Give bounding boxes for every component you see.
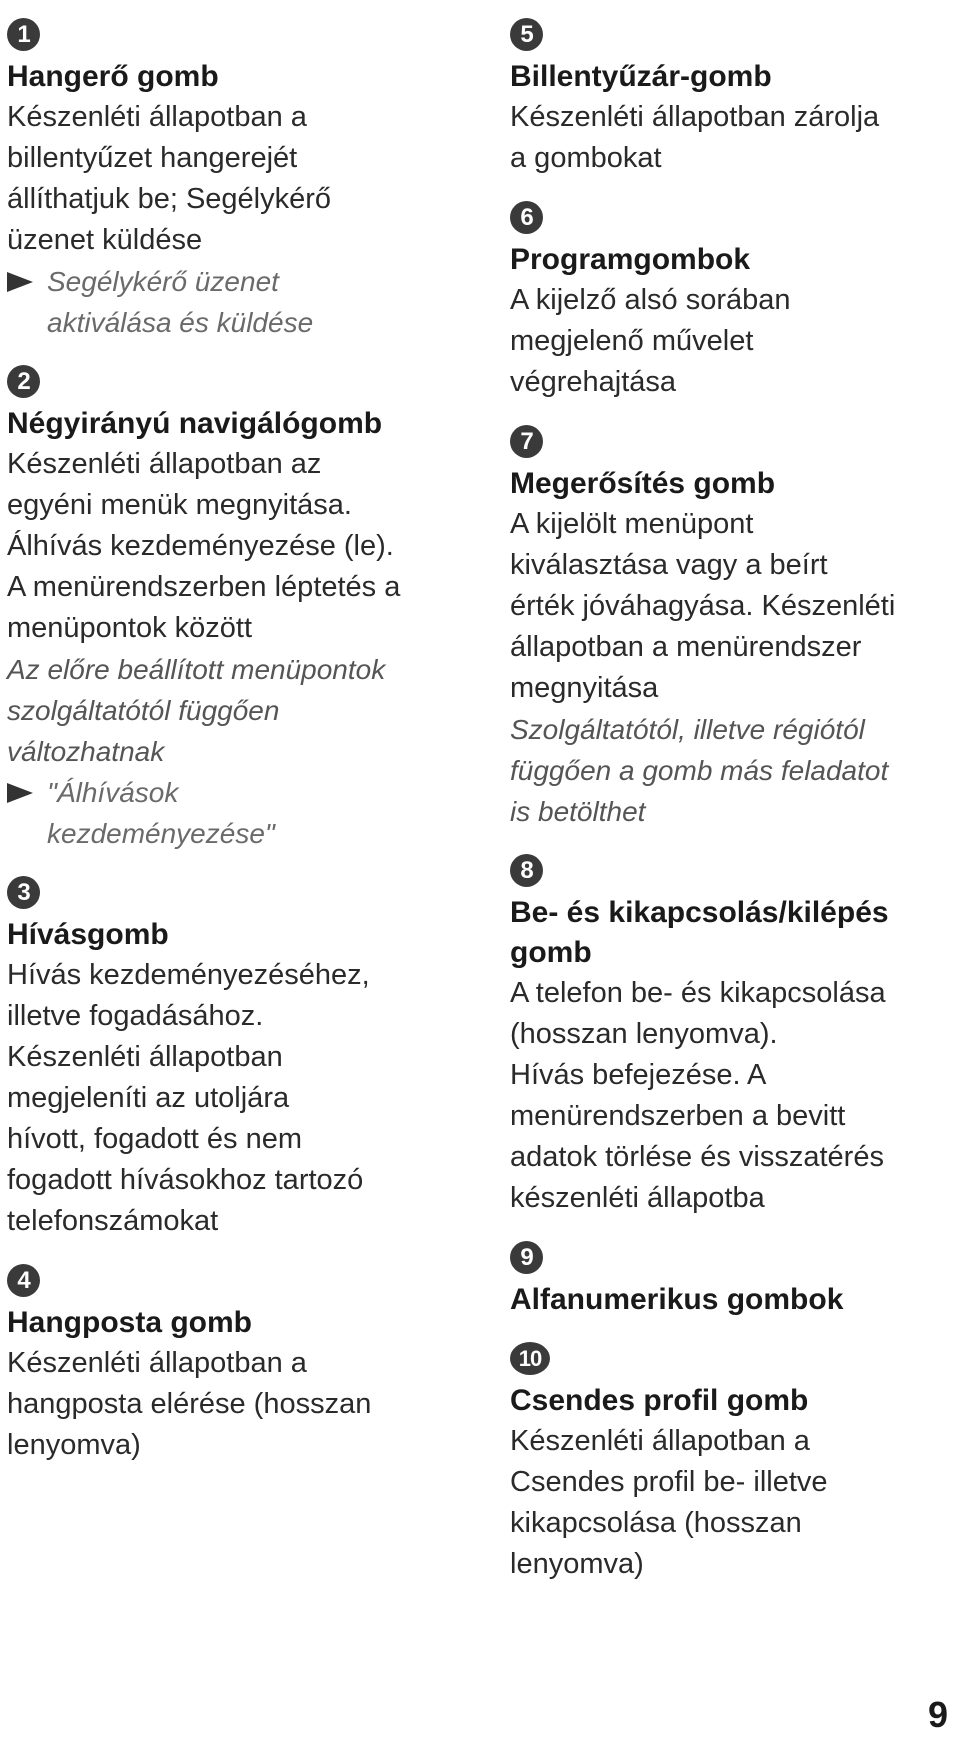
section-8 [510, 854, 960, 1219]
section-text: Készenléti állapotban zárolja [510, 101, 880, 133]
section-text: (hosszan lenyomva). [510, 1018, 778, 1050]
section-text: Hívás befejezése. A [510, 1059, 767, 1091]
section-title: Megerősítés gomb [510, 467, 776, 500]
cross-reference [7, 772, 477, 813]
section-text: megjelenő művelet [510, 325, 754, 357]
number-badge-2: 2 [7, 365, 40, 398]
section-note: is betölthet [510, 796, 646, 827]
arrow-right-icon [7, 783, 33, 803]
arrow-right-icon [7, 272, 33, 292]
section-text: A kijelző alsó sorában [510, 284, 791, 316]
section-text: állíthatjuk be; Segélykérő [7, 183, 332, 215]
section-text: Készenléti állapotban az [7, 448, 322, 480]
section-title: Programgombok [510, 243, 751, 276]
section-note: változhatnak [7, 736, 165, 767]
section-1 [7, 18, 477, 343]
section-text: állapotban a menürendszer [510, 631, 862, 663]
section-text: Készenléti állapotban [7, 1041, 283, 1073]
section-6 [510, 201, 960, 403]
section-title: Hangposta gomb [7, 1306, 252, 1339]
section-title-cont: gomb [510, 936, 592, 969]
section-text: Álhívás kezdeményezése (le). [7, 530, 394, 562]
cross-reference-text: Segélykérő üzenet [47, 266, 279, 297]
section-text: kiválasztása vagy a beírt [510, 549, 828, 581]
section-note: szolgáltatótól függően [7, 695, 280, 726]
section-title: Billentyűzár-gomb [510, 60, 772, 93]
section-text: készenléti állapotba [510, 1182, 765, 1214]
section-text: megjeleníti az utoljára [7, 1082, 290, 1114]
number-badge-1: 1 [7, 18, 40, 51]
number-badge-5: 5 [510, 18, 543, 51]
right-column [510, 18, 960, 1585]
section-text: Készenléti állapotban a [7, 101, 307, 133]
section-text: billentyűzet hangerejét [7, 142, 298, 174]
section-text: menüpontok között [7, 612, 253, 644]
number-badge-7: 7 [510, 425, 543, 458]
section-title: Hangerő gomb [7, 60, 219, 93]
section-title: Hívásgomb [7, 918, 169, 951]
section-text: hangposta elérése (hosszan [7, 1388, 372, 1420]
section-text: A menürendszerben léptetés a [7, 571, 401, 603]
section-4 [7, 1264, 477, 1466]
section-text: adatok törlése és visszatérés [510, 1141, 884, 1173]
section-text: telefonszámokat [7, 1205, 219, 1237]
section-text: üzenet küldése [7, 224, 203, 256]
section-text: lenyomva) [7, 1429, 141, 1461]
cross-reference-text: "Álhívások [47, 777, 179, 808]
section-text: A kijelölt menüpont [510, 508, 754, 540]
section-text: lenyomva) [510, 1548, 644, 1580]
section-note: Szolgáltatótól, illetve régiótól [510, 714, 865, 745]
number-badge-3: 3 [7, 876, 40, 909]
section-text: Készenléti állapotban a [510, 1425, 810, 1457]
section-text: menürendszerben a bevitt [510, 1100, 846, 1132]
section-10 [510, 1342, 960, 1585]
section-7 [510, 425, 960, 832]
section-text: Csendes profil be- illetve [510, 1466, 828, 1498]
number-badge-4: 4 [7, 1264, 40, 1297]
section-text: Készenléti állapotban a [7, 1347, 307, 1379]
number-badge-6: 6 [510, 201, 543, 234]
section-2 [7, 365, 477, 854]
section-title: Négyirányú navigálógomb [7, 407, 383, 440]
section-text: illetve fogadásához. [7, 1000, 264, 1032]
cross-reference-cont: aktiválása és küldése [47, 307, 314, 338]
section-text: Hívás kezdeményezéséhez, [7, 959, 370, 991]
section-title: Be- és kikapcsolás/kilépés [510, 896, 889, 929]
number-badge-10: 10 [510, 1342, 550, 1375]
section-title: Alfanumerikus gombok [510, 1283, 844, 1316]
left-column [7, 18, 477, 1466]
section-text: érték jóváhagyása. Készenléti [510, 590, 896, 622]
number-badge-9: 9 [510, 1241, 543, 1274]
section-text: megnyitása [510, 672, 659, 704]
section-note: Az előre beállított menüpontok [7, 654, 386, 685]
cross-reference [7, 261, 477, 302]
section-text: végrehajtása [510, 366, 677, 398]
section-text: egyéni menük megnyitása. [7, 489, 352, 521]
section-5 [510, 18, 960, 179]
number-badge-8: 8 [510, 854, 543, 887]
section-text: a gombokat [510, 142, 662, 174]
section-text: hívott, fogadott és nem [7, 1123, 303, 1155]
cross-reference-cont: kezdeményezése" [47, 818, 275, 849]
section-text: kikapcsolása (hosszan [510, 1507, 802, 1539]
section-text: fogadott hívásokhoz tartozó [7, 1164, 364, 1196]
section-3 [7, 876, 477, 1242]
page-number: 9 [927, 1694, 948, 1735]
section-note: függően a gomb más feladatot [510, 755, 889, 786]
section-9 [510, 1241, 960, 1320]
section-text: A telefon be- és kikapcsolása [510, 977, 886, 1009]
section-title: Csendes profil gomb [510, 1384, 809, 1417]
